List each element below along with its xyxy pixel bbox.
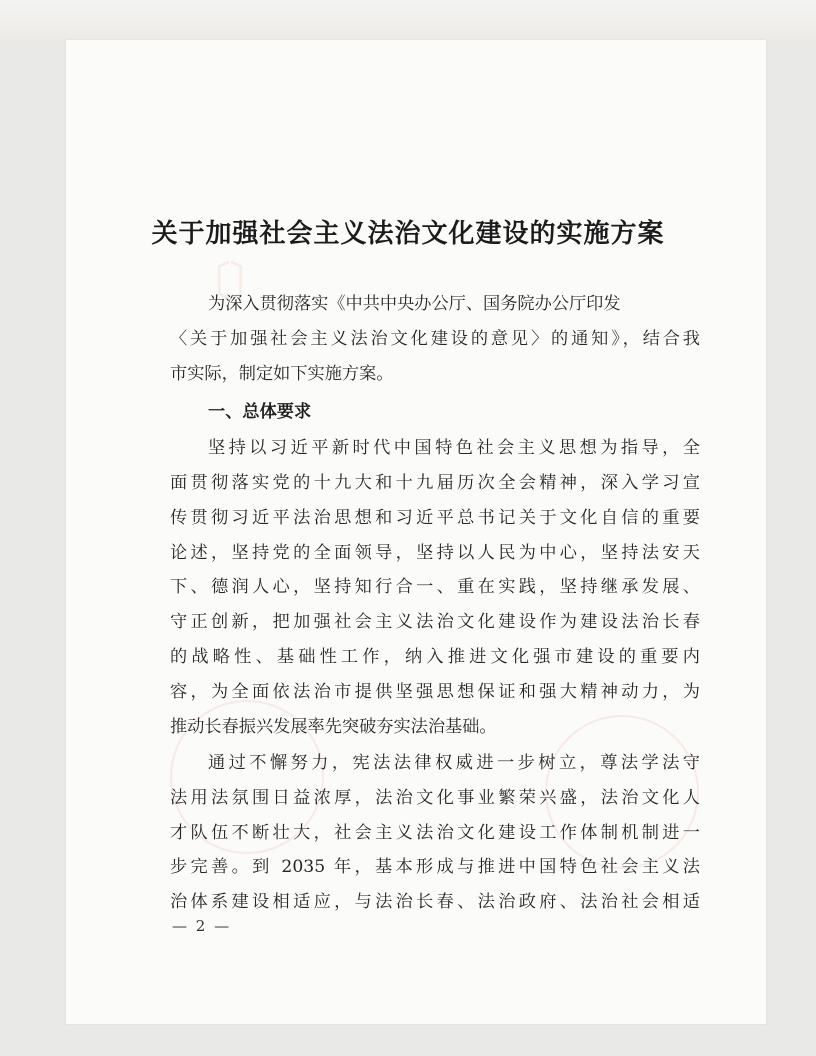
body-line: 为深入贯彻落实《中共中央办公厅、国务院办公厅印发 [208,294,621,314]
body-line: 容，为全面依法治市提供坚强思想保证和强大精神动力，为 [170,682,700,702]
scan-border [0,0,816,40]
body-line: 面贯彻落实党的十九大和十九届历次全会精神，深入学习宣 [170,473,700,493]
document-title: 关于加强社会主义法治文化建设的实施方案 [151,219,665,249]
body-line: 论述，坚持党的全面领导，坚持以人民为中心，坚持法安天 [170,543,700,563]
body-line: 下、德润人心，坚持知行合一、重在实践，坚持继承发展、 [170,577,700,597]
body-line: 治体系建设相适应，与法治长春、法治政府、法治社会相适 [170,892,700,912]
body-line: 推动长春振兴发展率先突破夯实法治基础。 [170,717,497,737]
body-line: 步完善。到 2035 年，基本形成与推进中国特色社会主义法 [170,857,700,877]
body-line: 通过不懈努力，宪法法律权威进一步树立，尊法学法守 [208,753,700,773]
section-heading: 一、总体要求 [208,402,312,422]
body-line: 〈关于加强社会主义法治文化建设的意见〉的通知》，结合我 [170,329,700,349]
body-line: 的战略性、基础性工作，纳入推进文化强市建设的重要内 [170,647,700,667]
body-line: 才队伍不断壮大，社会主义法治文化建设工作体制机制进一 [170,823,700,843]
page-number: — 2 — [172,917,232,935]
body-line: 市实际，制定如下实施方案。 [170,364,394,384]
body-line: 传贯彻习近平法治思想和习近平总书记关于文化自信的重要 [170,508,700,528]
body-line: 坚持以习近平新时代中国特色社会主义思想为指导，全 [208,438,700,458]
body-line: 守正创新，把加强社会主义法治文化建设作为建设法治长春 [170,612,700,632]
body-line: 法用法氛围日益浓厚，法治文化事业繁荣兴盛，法治文化人 [170,788,700,808]
